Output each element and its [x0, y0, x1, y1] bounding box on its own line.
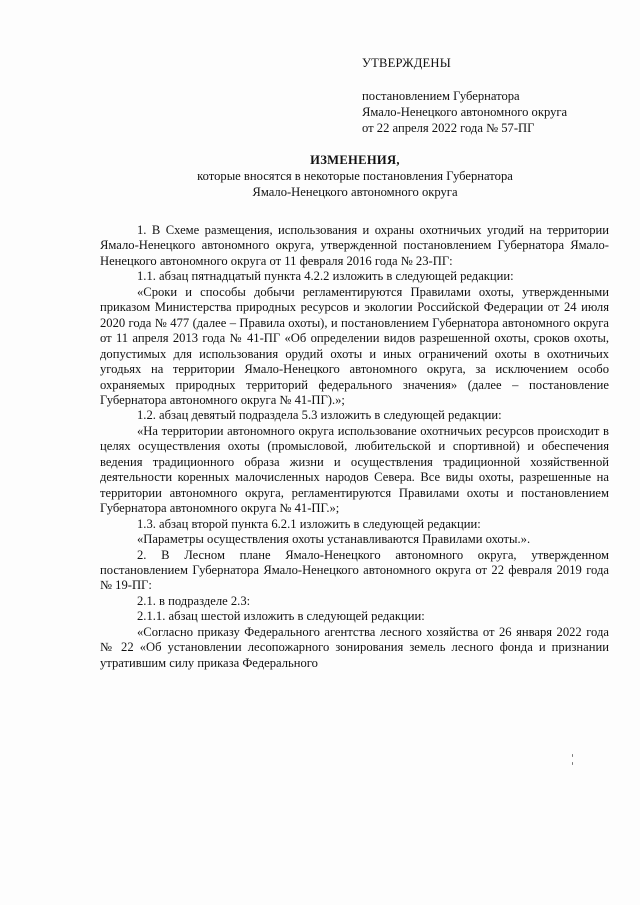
approval-line: постановлением Губернатора: [362, 89, 520, 103]
paragraph-quote-hunting-parameters: «Параметры осуществления охоты устанавливаются Правилами охоты.».: [137, 532, 531, 547]
document-title-block: [100, 152, 610, 200]
document-subtitle-line: которые вносятся в некоторые постановления Губернатора: [197, 169, 513, 183]
approval-heading: УТВЕРЖДЕНЫ: [362, 56, 451, 70]
scan-speck: [572, 762, 573, 765]
approval-line: от 22 апреля 2022 года № 57-ПГ: [362, 121, 535, 135]
paragraph-item-1-3: 1.3. абзац второй пункта 6.2.1 изложить в следующей редакции:: [137, 516, 481, 531]
paragraph-item-1: 1. В Схеме размещения, использования и охраны охотничьих угодий на территории Ямало-Ненецкого автономного округа, утвержденной постановлением Губернатора Ямало-Ненецкого автономного округа от 11 февраля 2016 года № 23-ПГ:: [100, 223, 609, 268]
paragraph-item-1-2: 1.2. абзац девятый подраздела 5.3 изложить в следующей редакции:: [137, 408, 502, 423]
paragraph-quote-hunting-resources: «На территории автономного округа использование охотничьих ресурсов происходит в целях осуществления охоты (промысловой, любительской и спортивной) и обеспечения ведения традиционного образа жизни и осуществления традиционной хозяйственной деятельности коренных малочисленных народов Севера. Все виды охоты, разрешенные на территории автономного округа, регламентируются Правилами охоты и постановлением Губернатора автономного округа № 41-ПГ.»;: [100, 423, 609, 516]
paragraph-item-2-1: 2.1. в подразделе 2.3:: [137, 593, 251, 608]
document-subtitle-line: Ямало-Ненецкого автономного округа: [252, 185, 458, 199]
scan-speck: [572, 754, 573, 757]
approval-stamp: [362, 55, 622, 136]
paragraph-quote-forest-order: «Согласно приказу Федерального агентства лесного хозяйства от 26 января 2022 года № 22 «Об установлении лесопожарного зонирования земель лесного фонда и признании утратившим силу приказа Федерального: [100, 624, 609, 670]
document-title: ИЗМЕНЕНИЯ,: [310, 153, 400, 167]
paragraph-item-2-1-1: 2.1.1. абзац шестой изложить в следующей редакции:: [137, 609, 425, 624]
paragraph-item-1-1: 1.1. абзац пятнадцатый пункта 4.2.2 изложить в следующей редакции:: [137, 269, 514, 284]
document-body: [100, 223, 609, 671]
approval-line: Ямало-Ненецкого автономного округа: [362, 105, 568, 119]
paragraph-quote-hunting-rules: «Сроки и способы добычи регламентируются Правилами охоты, утвержденными приказом Министерства природных ресурсов и экологии Российской Федерации от 24 июля 2020 года № 477 (далее – Правила охоты), и постановлением Губернатора автономного округа от 11 апреля 2013 года № 41-ПГ «Об определении видов разрешенной охоты, сроков охоты, допустимых для использования орудий охоты и иных ограничений охоты в охотничьих угодьях на территории Ямало-Ненецкого автономного округа, за исключением особо охраняемых природных территорий федерального значения» (далее – постановление Губернатора автономного округа № 41-ПГ).»;: [100, 284, 609, 407]
paragraph-item-2: 2. В Лесном плане Ямало-Ненецкого автономного округа, утвержденном постановлением Губернатора Ямало-Ненецкого автономного округа от 22 февраля 2019 года № 19-ПГ:: [100, 547, 609, 593]
